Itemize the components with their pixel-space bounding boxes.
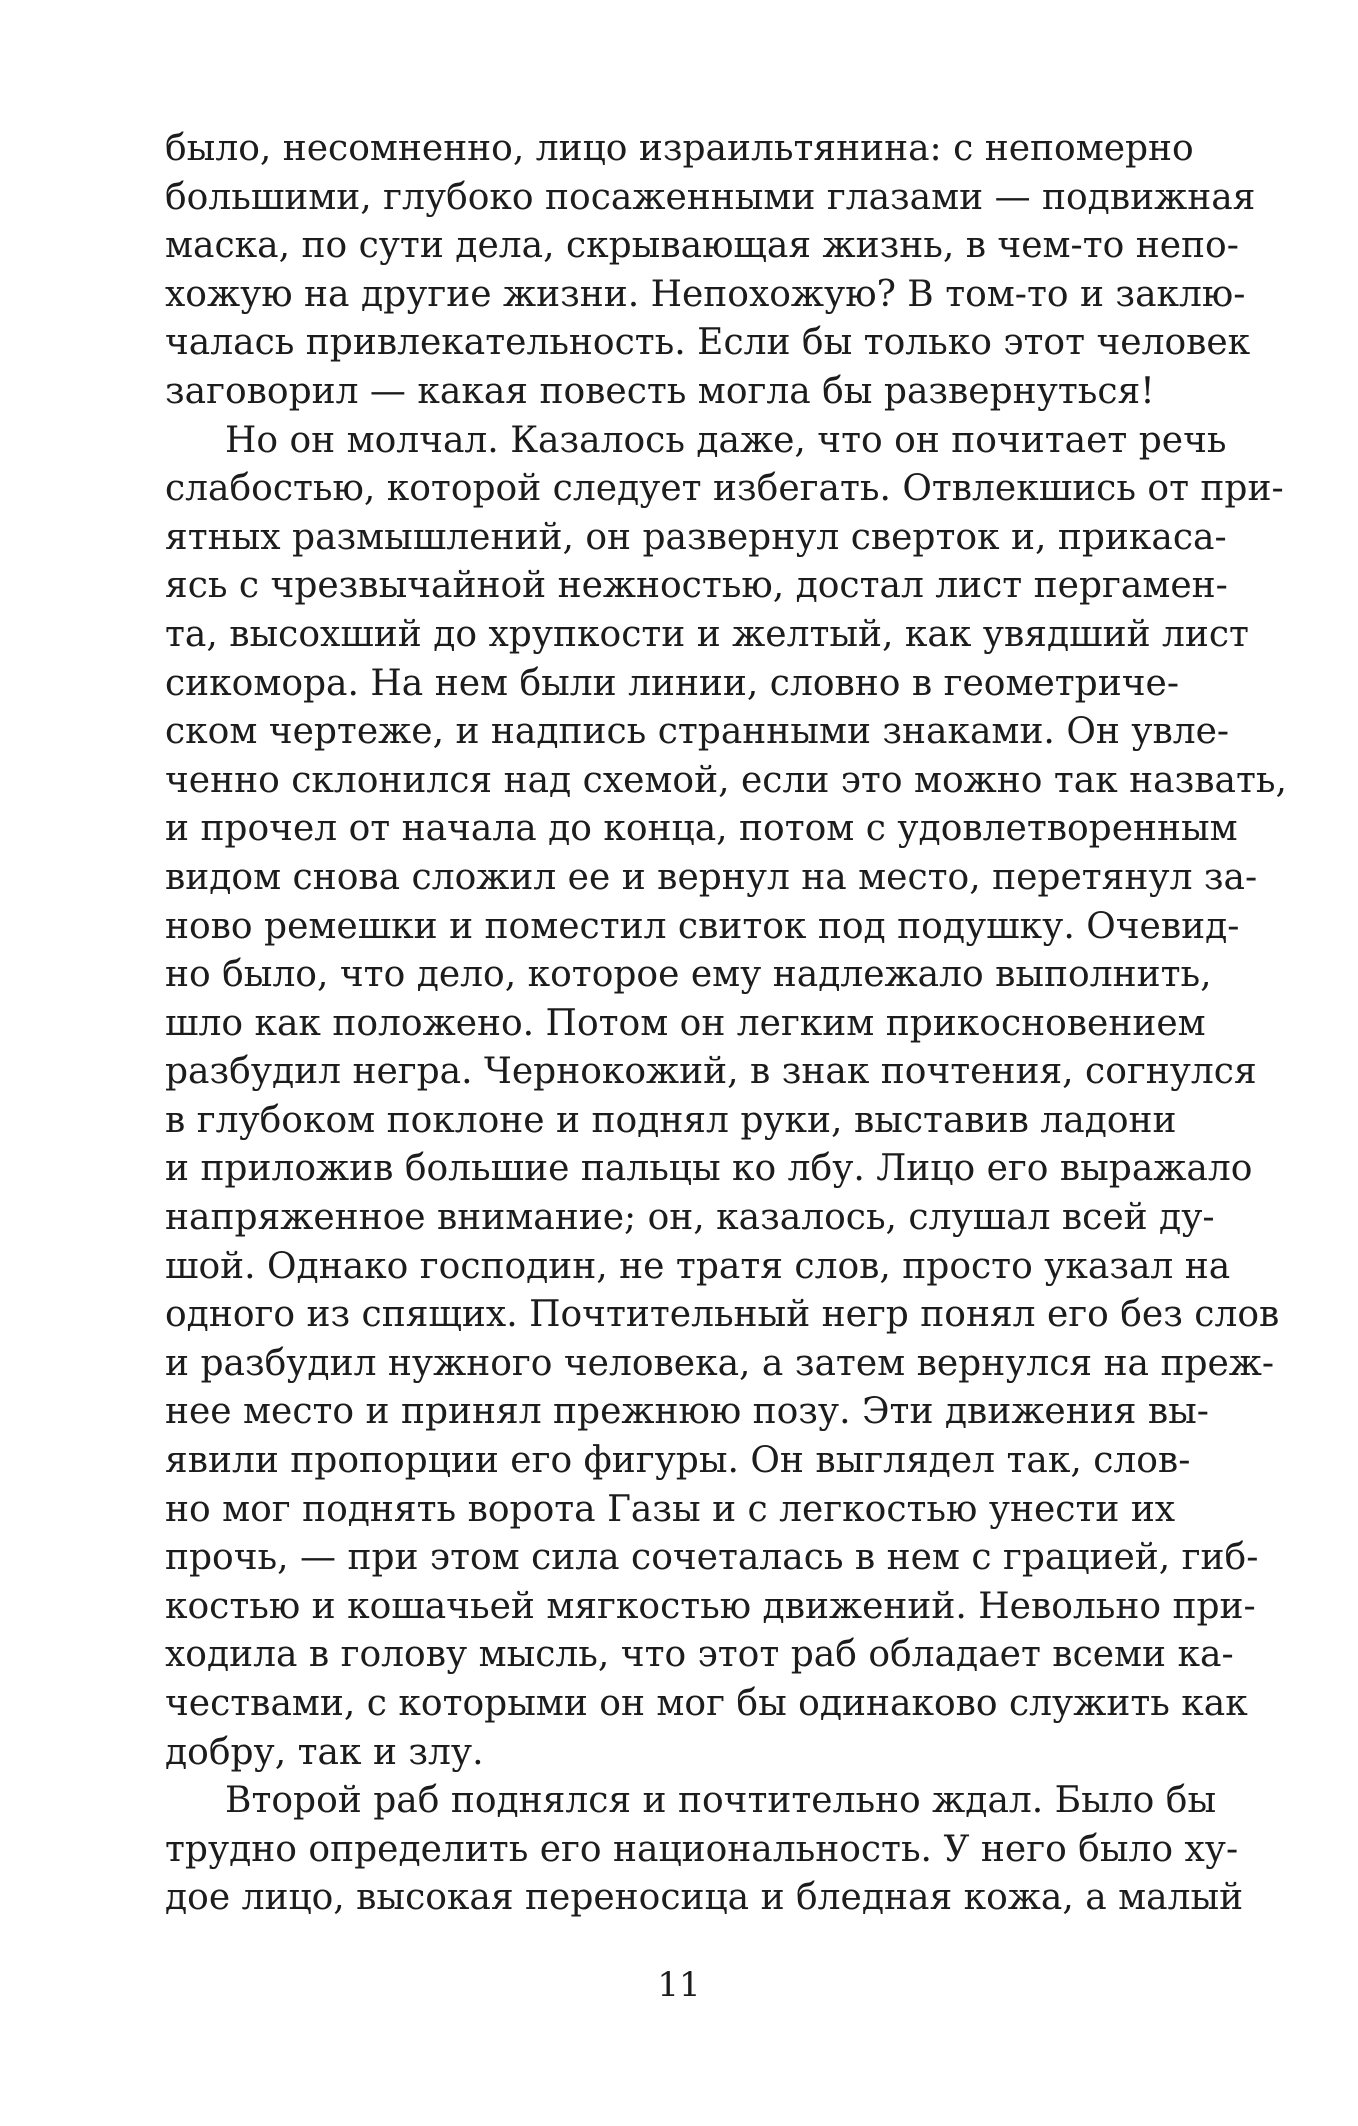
- paragraph: [165, 1777, 1244, 1923]
- text-line: ченно склонился над схемой, если это можно так назвать,: [165, 759, 1287, 801]
- text-line: но мог поднять ворота Газы и с легкостью унести их: [165, 1488, 1176, 1530]
- text-line: хожую на другие жизни. Непохожую? В том-то и заклю-: [165, 273, 1246, 315]
- text-line: заговорил — какая повесть могла бы развернуться!: [165, 370, 1155, 412]
- body-text: [165, 125, 1287, 1923]
- text-line: ском чертеже, и надпись странными знаками. Он увле-: [165, 711, 1230, 753]
- text-line: ново ремешки и поместил свиток под подушку. Очевид-: [165, 905, 1240, 947]
- page-number: 11: [657, 1965, 701, 2005]
- text-line: и приложив большие пальцы ко лбу. Лицо его выражало: [165, 1148, 1253, 1190]
- text-line: разбудил негра. Чернокожий, в знак почтения, согнулся: [165, 1051, 1257, 1093]
- text-line: прочь, — при этом сила сочеталась в нем с грацией, гиб-: [165, 1537, 1259, 1579]
- text-line: ходила в голову мысль, что этот раб обладает всеми ка-: [165, 1634, 1234, 1676]
- text-line: шло как положено. Потом он легким прикосновением: [165, 1002, 1206, 1044]
- text-line: слабостью, которой следует избегать. Отвлекшись от при-: [165, 468, 1284, 510]
- text-line: ясь с чрезвычайной нежностью, достал лист пергамен-: [165, 565, 1228, 607]
- text-line: и прочел от начала до конца, потом с удовлетворенным: [165, 808, 1238, 850]
- text-line: ятных размышлений, он развернул сверток и, прикаса-: [165, 516, 1227, 558]
- text-line: дое лицо, высокая переносица и бледная кожа, а малый: [165, 1877, 1244, 1919]
- text-line: сикомора. На нем были линии, словно в геометриче-: [165, 662, 1179, 704]
- text-line: явили пропорции его фигуры. Он выглядел так, слов-: [165, 1440, 1191, 1482]
- text-line: чествами, с которыми он мог бы одинаково служить как: [165, 1683, 1248, 1724]
- text-line: Но он молчал. Казалось даже, что он почитает речь: [225, 419, 1227, 461]
- text-line: чалась привлекательность. Если бы только этот человек: [165, 322, 1251, 364]
- text-line: маска, по сути дела, скрывающая жизнь, в чем-то непо-: [165, 225, 1239, 267]
- text-line: видом снова сложил ее и вернул на место, перетянул за-: [165, 856, 1258, 898]
- text-line: было, несомненно, лицо израильтянина: с непомерно: [165, 128, 1194, 169]
- text-line: шой. Однако господин, не тратя слов, просто указал на: [165, 1245, 1231, 1287]
- text-line: нее место и принял прежнюю позу. Эти движения вы-: [165, 1391, 1209, 1433]
- text-line: Второй раб поднялся и почтительно ждал. Было бы: [225, 1780, 1217, 1822]
- text-line: в глубоком поклоне и поднял руки, выставив ладони: [165, 1099, 1177, 1141]
- text-line: одного из спящих. Почтительный негр понял его без слов: [165, 1294, 1280, 1336]
- paragraph: [165, 125, 1256, 417]
- text-line: трудно определить его национальность. У него было ху-: [165, 1828, 1239, 1870]
- text-line: добру, так и злу.: [165, 1731, 484, 1773]
- text-line: напряженное внимание; он, казалось, слушал всей ду-: [165, 1197, 1215, 1239]
- text-line: и разбудил нужного человека, а затем вернулся на преж-: [165, 1342, 1275, 1384]
- text-line: та, высохший до хрупкости и желтый, как увядший лист: [165, 613, 1249, 655]
- text-line: костью и кошачьей мягкостью движений. Невольно при-: [165, 1585, 1256, 1627]
- paragraph: [165, 417, 1287, 1778]
- text-line: но было, что дело, которое ему надлежало выполнить,: [165, 954, 1212, 996]
- text-line: большими, глубоко посаженными глазами — подвижная: [165, 176, 1256, 218]
